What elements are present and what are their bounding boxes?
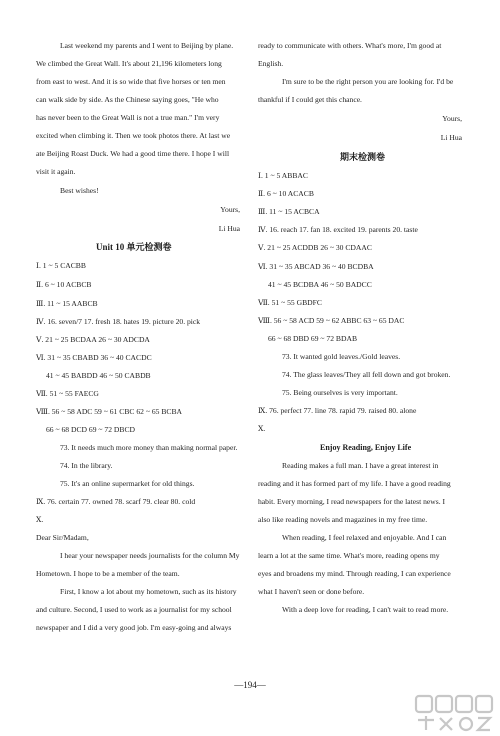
section-heading: Unit 10 单元检测卷 [96, 242, 172, 252]
answer-line: Ⅴ. 21 ~ 25 ACDDB 26 ~ 30 CDAAC [258, 243, 372, 252]
answer-line: 74. In the library. [60, 461, 113, 470]
answer-line: Ⅵ. 31 ~ 35 ABCAD 36 ~ 40 BCDBA [258, 262, 374, 271]
text-line: thankful if I could get this chance. [258, 95, 362, 104]
answer-line: 75. Being ourselves is very important. [282, 388, 398, 397]
answer-line: Ⅱ. 6 ~ 10 ACACB [258, 189, 314, 198]
answer-line: Ⅲ. 11 ~ 15 AABCB [36, 299, 98, 308]
answer-line: 66 ~ 68 DBD 69 ~ 72 BDAB [268, 334, 358, 343]
answer-line: 41 ~ 45 BABDD 46 ~ 50 CABDB [46, 371, 151, 380]
answer-line: 41 ~ 45 BCDBA 46 ~ 50 BADCC [268, 280, 372, 289]
text-line: I'm sure to be the right person you are looking for. I'd be [282, 77, 454, 86]
text-line: With a deep love for reading, I can't wait to read more. [282, 605, 449, 614]
signature-name: Li Hua [218, 224, 240, 233]
answer-line: Ⅹ. [36, 515, 44, 524]
text-line: ate Beijing Roast Duck. We had a good time there. I hope I will [36, 149, 230, 158]
watermark-logo-icon [412, 692, 496, 734]
closing-line: Best wishes! [60, 186, 99, 195]
signature-line: Yours, [442, 114, 462, 123]
text-line: learn a lot at the same time. What's more, reading opens my [258, 551, 440, 560]
text-line: what I haven't seen or done before. [258, 587, 365, 596]
section-heading: 期末检测卷 [340, 152, 386, 162]
text-line: can walk side by side. As the Chinese saying goes, "He who [36, 95, 219, 104]
answer-line: 66 ~ 68 DCD 69 ~ 72 DBCD [46, 425, 136, 434]
answer-line: Ⅶ. 51 ~ 55 FAECG [36, 389, 99, 398]
text-line: excited when climbing it. Then we took photos there. At last we [36, 131, 231, 140]
answer-line: Ⅴ. 21 ~ 25 BCDAA 26 ~ 30 ADCDA [36, 335, 150, 344]
answer-line: Ⅵ. 31 ~ 35 CBABD 36 ~ 40 CACDC [36, 353, 152, 362]
signature-name: Li Hua [440, 133, 462, 142]
text-line: newspaper and I did a very good job. I'm easy-going and always [36, 623, 232, 632]
answer-line: Ⅰ. 1 ~ 5 ABBAC [258, 171, 308, 180]
answer-line: Ⅶ. 51 ~ 55 GBDFC [258, 298, 322, 307]
text-line: ready to communicate with others. What's more, I'm good at [258, 41, 442, 50]
text-line: reading and it has formed part of my life. I have a good reading [258, 479, 451, 488]
text-line: visit it again. [36, 167, 76, 176]
answer-line: Ⅰ. 1 ~ 5 CACBB [36, 261, 86, 270]
letter-greeting: Dear Sir/Madam, [36, 533, 89, 542]
answer-line: 74. The glass leaves/They all fell down and got broken. [282, 370, 451, 379]
text-line: English. [258, 59, 284, 68]
text-line: We climbed the Great Wall. It's about 21,196 kilometers long [36, 59, 222, 68]
page-number: —194— [234, 680, 266, 690]
essay-title: Enjoy Reading, Enjoy Life [320, 443, 412, 452]
text-line: has never been to the Great Wall is not a true man." I'm very [36, 113, 220, 122]
text-line: Reading makes a full man. I have a great interest in [282, 461, 439, 470]
text-line: I hear your newspaper needs journalists for the column My [60, 551, 240, 560]
signature-line: Yours, [220, 205, 240, 214]
answer-line: Ⅷ. 56 ~ 58 ACD 59 ~ 62 ABBC 63 ~ 65 DAC [258, 316, 405, 325]
answer-line: Ⅳ. 16. reach 17. fan 18. excited 19. parents 20. taste [258, 225, 418, 234]
text-line: also like reading novels and magazines in my free time. [258, 515, 428, 524]
answer-line: 73. It wanted gold leaves./Gold leaves. [282, 352, 401, 361]
text-line: eyes and broadens my mind. Through reading, I can experience [258, 569, 451, 578]
text-line: Last weekend my parents and I went to Beijing by plane. [60, 41, 234, 50]
answer-line: 73. It needs much more money than making normal paper. [60, 443, 238, 452]
answer-line: Ⅹ. [258, 424, 266, 433]
text-line: habit. Every morning, I read newspapers for the latest news. I [258, 497, 446, 506]
text-line: First, I know a lot about my hometown, such as its history [60, 587, 237, 596]
answer-line: Ⅱ. 6 ~ 10 ACBCB [36, 280, 92, 289]
answer-line: Ⅷ. 56 ~ 58 ADC 59 ~ 61 CBC 62 ~ 65 BCBA [36, 407, 183, 416]
answer-line: 75. It's an online supermarket for old things. [60, 479, 195, 488]
answer-line: Ⅸ. 76. certain 77. owned 78. scarf 79. clear 80. cold [36, 497, 196, 506]
text-line: When reading, I feel relaxed and enjoyable. And I can [282, 533, 447, 542]
answer-line: Ⅸ. 76. perfect 77. line 78. rapid 79. raised 80. alone [258, 406, 417, 415]
answer-line: Ⅲ. 11 ~ 15 ACBCA [258, 207, 320, 216]
text-line: Hometown. I hope to be a member of the team. [36, 569, 180, 578]
text-line: and culture. Second, I used to work as a journalist for my school [36, 605, 232, 614]
answer-line: Ⅳ. 16. seven/7 17. fresh 18. hates 19. picture 20. pick [36, 317, 201, 326]
text-line: from east to west. And it is so wide that five horses or ten men [36, 77, 226, 86]
